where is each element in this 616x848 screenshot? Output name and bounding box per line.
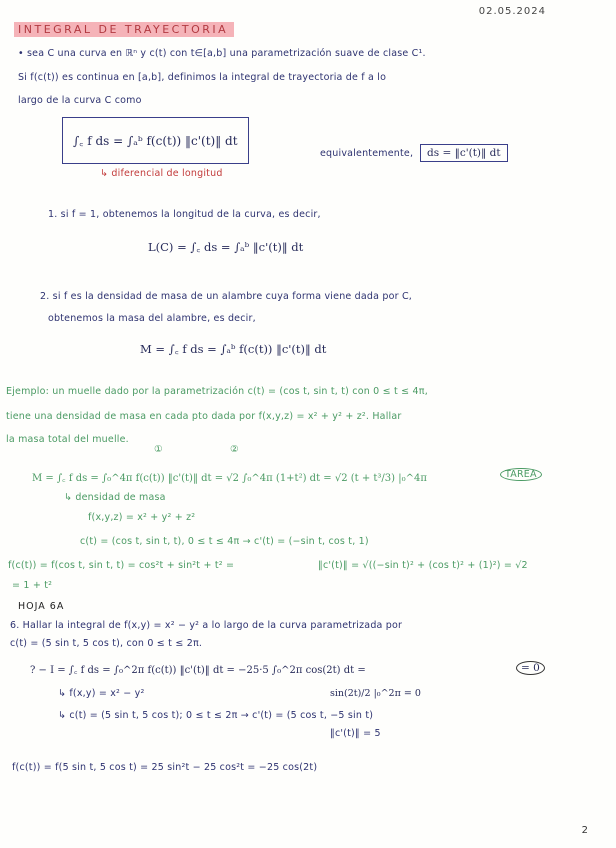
tarea-badge: TAREA (500, 468, 542, 481)
definition-line-3: largo de la curva C como (18, 95, 142, 106)
norm-note: ‖c'(t)‖ = 5 (330, 728, 381, 739)
example-line-2: tiene una densidad de masa en cada pto dada por f(x,y,z) = x² + y² + z². Hallar (6, 411, 402, 422)
hoja-label: HOJA 6A (18, 601, 65, 612)
f-xy-note: ↳ f(x,y) = x² − y² (58, 688, 145, 699)
definition-line-1: • sea C una curva en ℝⁿ y c(t) con t∈[a,b] una parametrización suave de clase C¹. (18, 48, 426, 59)
item-2-formula: M = ∫꜀ f ds = ∫ₐᵇ f(c(t)) ‖c'(t)‖ dt (140, 342, 327, 356)
mark-a: ① (154, 444, 163, 455)
density-function: f(x,y,z) = x² + y² + z² (88, 512, 196, 523)
item-1-formula: L(C) = ∫꜀ ds = ∫ₐᵇ ‖c'(t)‖ dt (148, 240, 304, 254)
definition-formula-box (62, 117, 249, 164)
page-title: INTEGRAL DE TRAYECTORIA (14, 22, 234, 37)
ds-box: ds = ‖c'(t)‖ dt (420, 144, 508, 162)
f-of-c: f(c(t)) = f(cos t, sin t, t) = cos²t + sin²t + t² = (8, 560, 235, 571)
differential-note: ↳ diferencial de longitud (100, 168, 223, 179)
item-1-text: 1. si f = 1, obtenemos la longitud de la curva, es decir, (48, 209, 321, 220)
exercise-6-line-1: 6. Hallar la integral de f(x,y) = x² − y² a lo largo de la curva parametrizada por (10, 620, 403, 631)
date-label: 02.05.2024 (478, 6, 546, 17)
mass-equation: M = ∫꜀ f ds = ∫₀^4π f(c(t)) ‖c'(t)‖ dt = √2 ∫₀^4π (1+t²) dt = √2 (t + t³/3) |₀^4π (32, 473, 427, 484)
zero-result: = 0 (516, 661, 545, 675)
norm-derivative: ‖c'(t)‖ = √((−sin t)² + (cos t)² + (1)²) = √2 (318, 560, 528, 571)
item-2-text-2: obtenemos la masa del alambre, es decir, (48, 313, 256, 324)
f-of-c-hoja: f(c(t)) = f(5 sin t, 5 cos t) = 25 sin²t − 25 cos²t = −25 cos(2t) (12, 762, 318, 773)
page-number: 2 (581, 825, 588, 836)
sin-evaluation: sin(2t)/2 |₀^2π = 0 (330, 688, 421, 699)
density-note: ↳ densidad de masa (64, 492, 166, 503)
f-of-c-result: = 1 + t² (12, 580, 53, 591)
item-2-text-1: 2. si f es la densidad de masa de un alambre cuya forma viene dada por C, (40, 291, 413, 302)
exercise-6-line-2: c(t) = (5 sin t, 5 cos t), con 0 ≤ t ≤ 2π. (10, 638, 203, 649)
exercise-6-integral: ? − I = ∫꜀ f ds = ∫₀^2π f(c(t)) ‖c'(t)‖ dt = −25·5 ∫₀^2π cos(2t) dt = (30, 665, 366, 676)
curve-derivative: c(t) = (cos t, sin t, t), 0 ≤ t ≤ 4π → c'(t) = (−sin t, cos t, 1) (80, 536, 369, 547)
definition-formula: ∫꜀ f ds = ∫ₐᵇ f(c(t)) ‖c'(t)‖ dt (73, 134, 238, 148)
mark-b: ② (230, 444, 239, 455)
definition-line-2: Si f(c(t)) es continua en [a,b], definimos la integral de trayectoria de f a lo (18, 72, 387, 83)
equivalent-note: equivalentemente, (320, 148, 414, 159)
example-line-1: Ejemplo: un muelle dado por la parametrización c(t) = (cos t, sin t, t) con 0 ≤ t ≤ 4π, (6, 386, 428, 397)
curve-note: ↳ c(t) = (5 sin t, 5 cos t); 0 ≤ t ≤ 2π → c'(t) = (5 cos t, −5 sin t) (58, 710, 374, 721)
example-line-3: la masa total del muelle. (6, 434, 129, 445)
